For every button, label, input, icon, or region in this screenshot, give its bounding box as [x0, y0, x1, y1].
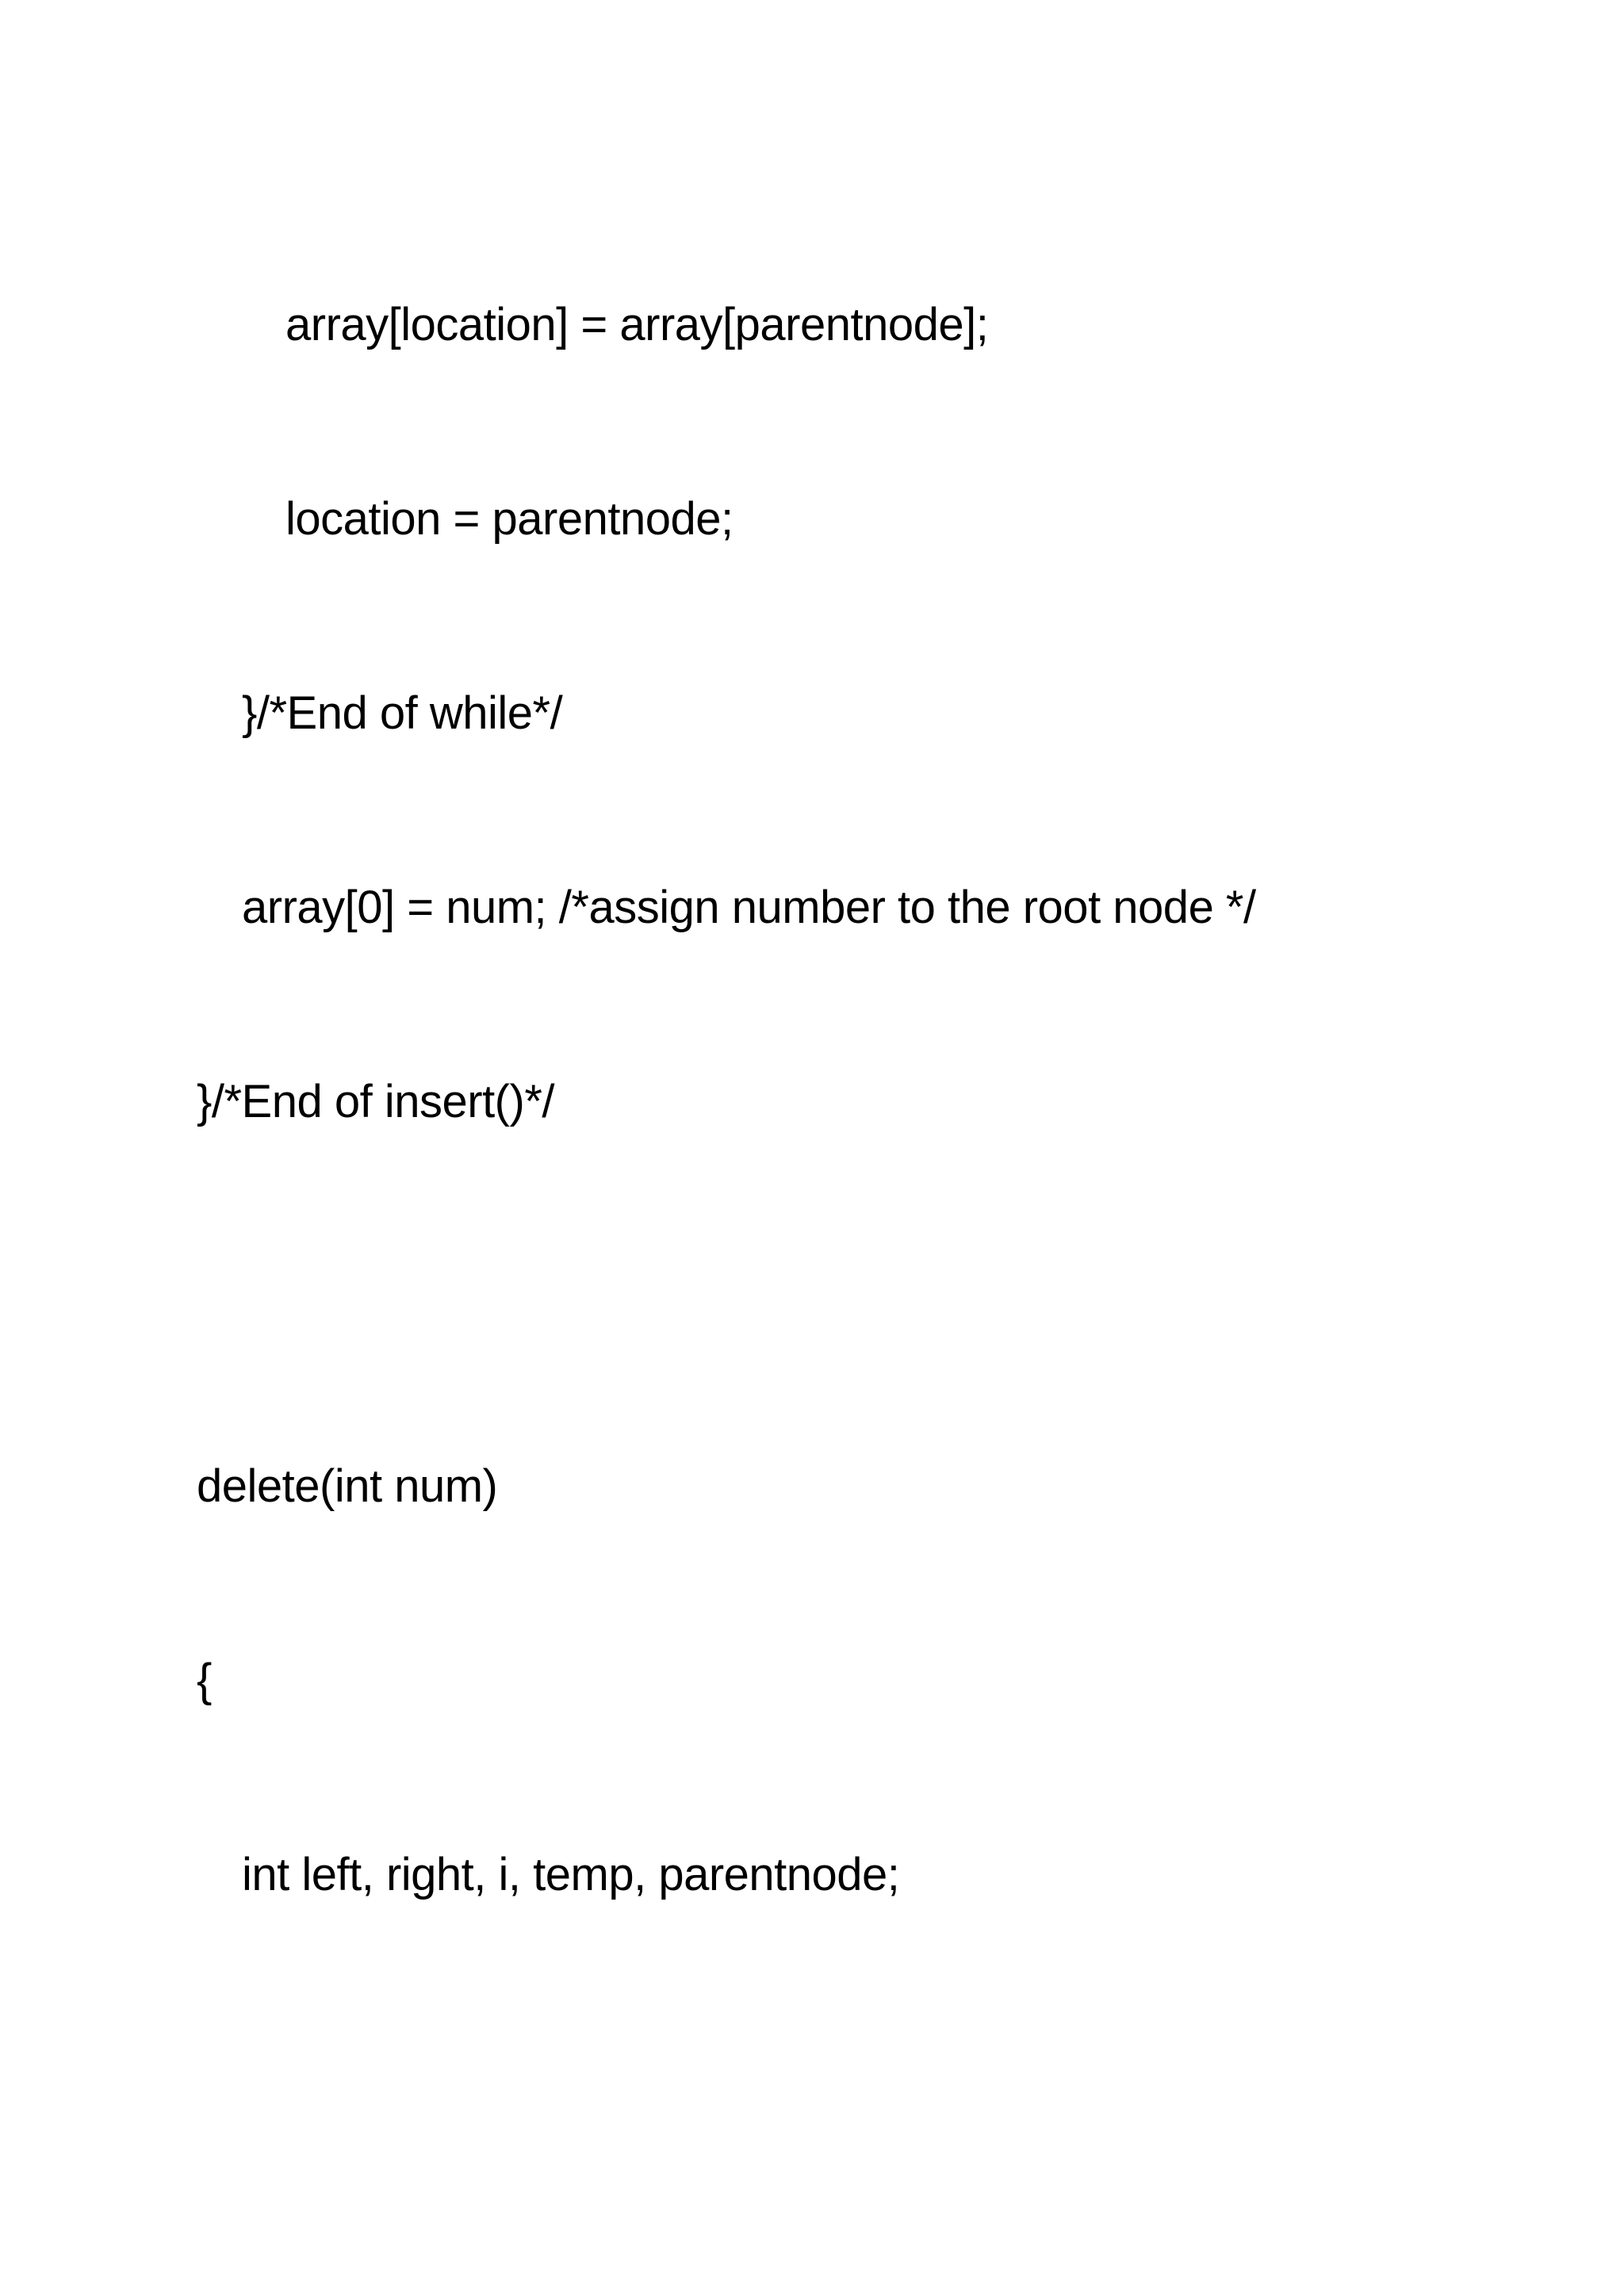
- code-line-declarations: int left, right, i, temp, parentnode;: [242, 1849, 900, 1900]
- code-line-array-assign: array[location] = array[parentnode];: [285, 299, 989, 350]
- code-line-root-assign: array[0] = num; /*assign number to the root node */: [242, 882, 1256, 933]
- code-line-delete-signature: delete(int num): [197, 1460, 498, 1512]
- code-line-end-insert: }/*End of insert()*/: [197, 1076, 554, 1127]
- code-line-open-brace: {: [197, 1655, 212, 1706]
- code-line-end-while: }/*End of while*/: [242, 687, 563, 739]
- code-line-location-assign: location = parentnode;: [285, 493, 733, 545]
